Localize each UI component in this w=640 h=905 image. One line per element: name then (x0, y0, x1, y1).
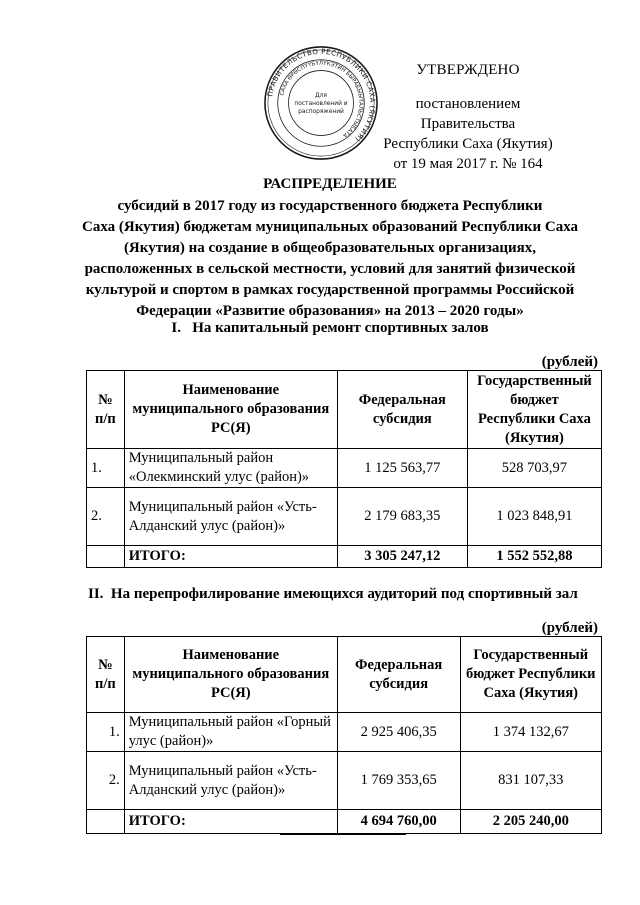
header-republic: Государственный бюджет Республики Саха (Якутия) (467, 371, 601, 449)
header-num: № п/п (87, 371, 125, 449)
section-2-heading: II. На перепрофилирование имеющихся аудиторий под спортивный зал (88, 586, 578, 602)
closing-divider (280, 834, 406, 835)
row-num: 2. (87, 752, 125, 810)
approval-line-2: Республики Саха (Якутия) (383, 136, 553, 152)
official-seal-icon (262, 44, 380, 162)
row-republic: 1 023 848,91 (467, 488, 601, 546)
total-num (87, 546, 125, 568)
row-num: 1. (87, 449, 125, 488)
row-republic: 528 703,97 (467, 449, 601, 488)
row-federal: 2 925 406,35 (337, 713, 460, 752)
section-2-table (86, 636, 602, 834)
table-row (87, 713, 602, 752)
seal-outer-text: ПРАВИТЕЛЬСТВО РЕСПУБЛИКИ САХА (ЯКУТИЯ) (265, 46, 378, 144)
header-num: № п/п (87, 637, 125, 713)
seal-inner-text: САХА ӨРӨСПҮҮБҮЛҮКЭТИН БЫРАБЫЫТАЛЬСТЫБАТА (279, 60, 364, 139)
section-2-unit: (рублей) (541, 620, 598, 636)
row-federal: 2 179 683,35 (337, 488, 467, 546)
total-label: ИТОГО: (124, 546, 337, 568)
subtitle-line: субсидий в 2017 году из государственного бюджета Республики (117, 198, 543, 214)
total-republic: 2 205 240,00 (460, 810, 602, 834)
header-name: Наименование муниципального образования РС(Я) (124, 371, 337, 449)
total-federal: 3 305 247,12 (337, 546, 467, 568)
approval-line-1: постановлением Правительства (415, 96, 521, 132)
row-num: 1. (87, 713, 125, 752)
seal-center-1: Для (315, 93, 327, 100)
row-republic: 1 374 132,67 (460, 713, 602, 752)
approval-line-3: от 19 мая 2017 г. № 164 (393, 156, 543, 172)
header-federal: Федеральная субсидия (337, 637, 460, 713)
table-row (87, 752, 602, 810)
header-name: Наименование муниципального образования РС(Я) (124, 637, 337, 713)
row-name: Муниципальный район «Усть-Алданский улус (район)» (124, 488, 337, 546)
row-name: Муниципальный район «Горный улус (район)» (124, 713, 337, 752)
document-title-block (40, 174, 620, 322)
document-title: РАСПРЕДЕЛЕНИЕ (263, 176, 397, 192)
subtitle-line: культурой и спортом в рамках государственной программы Российской (85, 282, 575, 298)
row-num: 2. (87, 488, 125, 546)
table-header-row (87, 637, 602, 713)
subtitle-line: расположенных в сельской местности, условий для занятий физической (84, 261, 576, 277)
seal-center-3: распоряжений (298, 108, 344, 115)
table-total-row (87, 546, 602, 568)
seal-center-2: постановлений и (294, 100, 348, 107)
total-federal: 4 694 760,00 (337, 810, 460, 834)
total-label: ИТОГО: (124, 810, 337, 834)
row-federal: 1 769 353,65 (337, 752, 460, 810)
header-federal: Федеральная субсидия (337, 371, 467, 449)
section-1-table (86, 370, 602, 568)
svg-text:САХА ӨРӨСПҮҮБҮЛҮКЭТИН БЫРАБЫЫТ (279, 61, 363, 139)
subtitle-line: Федерации «Развитие образования» на 2013 – 2020 годы» (136, 303, 524, 319)
table-row (87, 449, 602, 488)
subtitle-line: (Якутия) на создание в общеобразовательных организациях, (123, 240, 537, 256)
header-republic: Государственный бюджет Республики Саха (Якутия) (460, 637, 602, 713)
row-federal: 1 125 563,77 (337, 449, 467, 488)
row-name: Муниципальный район «Усть-Алданский улус (район)» (124, 752, 337, 810)
row-republic: 831 107,33 (460, 752, 602, 810)
table-total-row (87, 810, 602, 834)
total-num (87, 810, 125, 834)
approval-title: УТВЕРЖДЕНО (416, 62, 520, 78)
approval-block (368, 60, 568, 174)
table-row (87, 488, 602, 546)
row-name: Муниципальный район «Олекминский улус (район)» (124, 449, 337, 488)
table-header-row (87, 371, 602, 449)
subtitle-line: Саха (Якутия) бюджетам муниципальных образований Республики Саха (81, 219, 579, 235)
section-1-heading: I. На капитальный ремонт спортивных залов (171, 320, 489, 336)
section-1-unit: (рублей) (541, 354, 598, 370)
total-republic: 1 552 552,88 (467, 546, 601, 568)
